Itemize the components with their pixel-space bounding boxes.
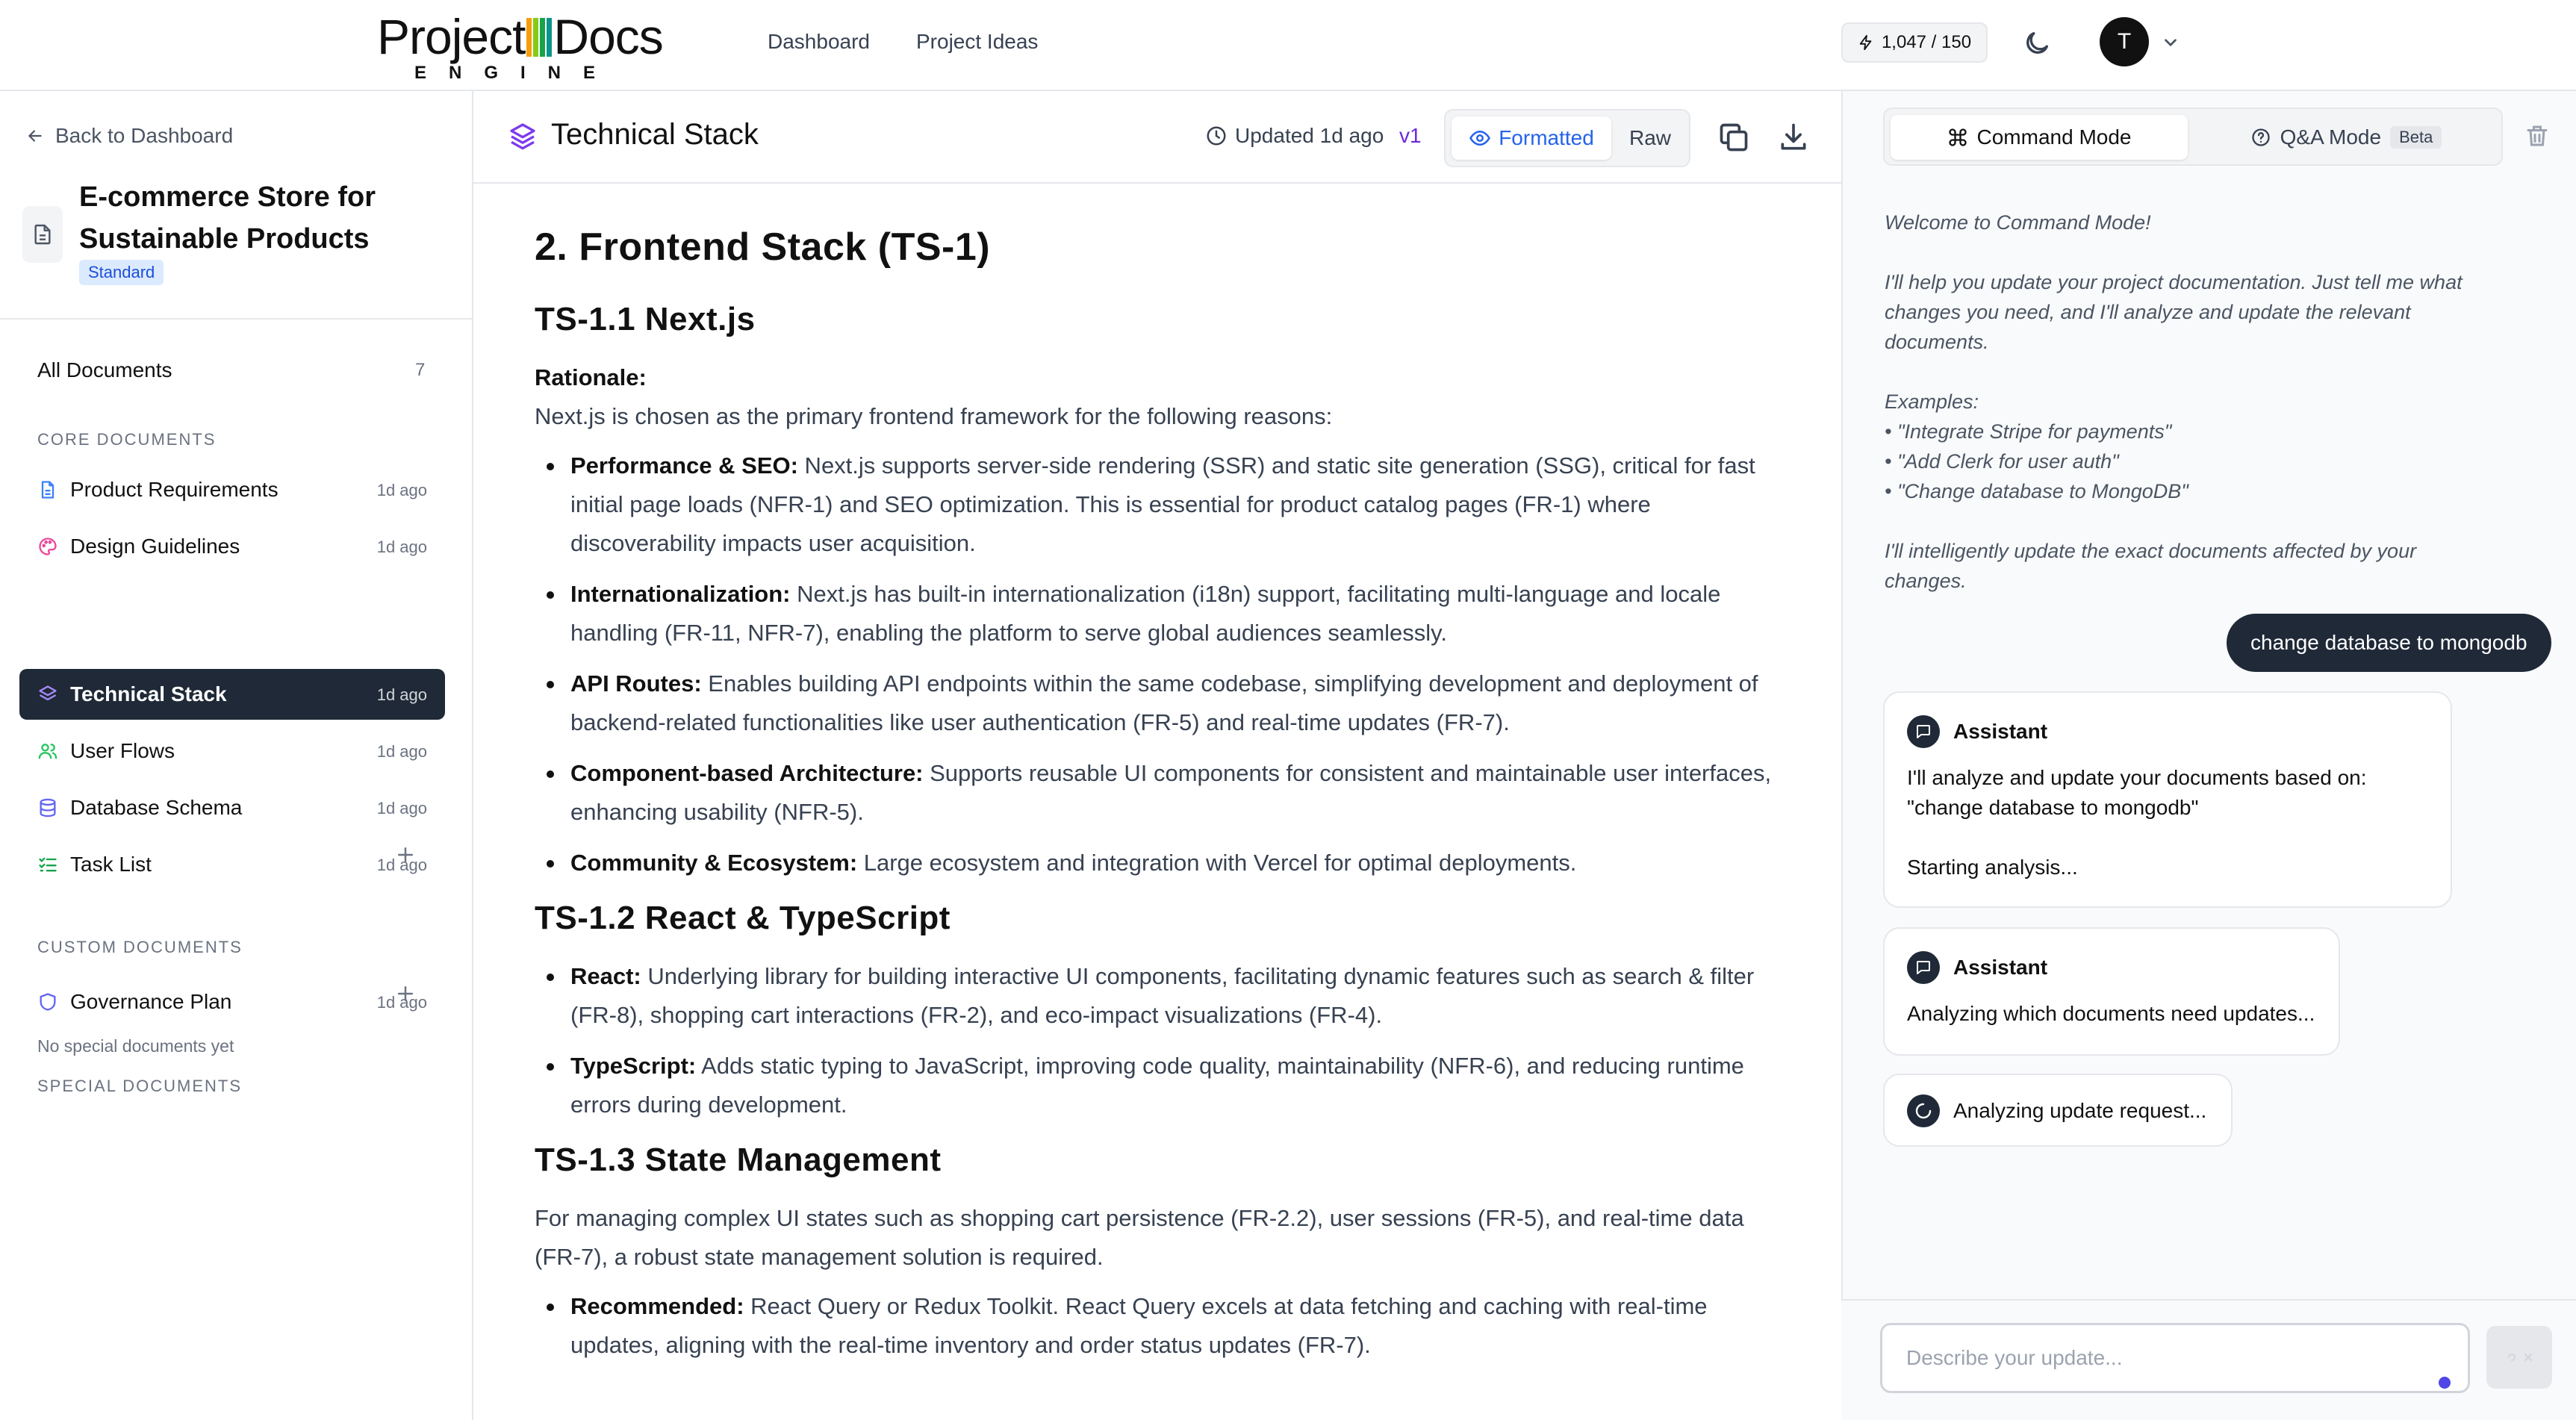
sidebar-item-label: Product Requirements	[70, 478, 279, 501]
tab-command-mode[interactable]	[1891, 115, 2188, 160]
copy-icon[interactable]	[1717, 121, 1750, 154]
top-navigation	[0, 0, 2576, 91]
custom-documents-heading: CUSTOM DOCUMENTS	[37, 938, 243, 956]
shield-icon	[37, 991, 58, 1012]
download-icon[interactable]	[1777, 121, 1810, 154]
list-item: Component-based Architecture: Supports reusable UI components for consistent and maintainable user interfaces, enhancing usability (NFR-5).	[535, 754, 1789, 832]
bullet-list	[535, 957, 1789, 1124]
command-icon	[1947, 127, 1968, 148]
bullet-list	[535, 1287, 1789, 1365]
updated-text: Updated 1d ago	[1235, 124, 1384, 147]
users-icon	[37, 741, 58, 762]
describe-update-input[interactable]	[1880, 1323, 2470, 1393]
assistant-label: Assistant	[1953, 720, 2048, 743]
help-circle-icon	[2250, 127, 2271, 148]
list-item: Performance & SEO: Next.js supports server-side rendering (SSR) and static site generation (SSG), critical for fast initial page loads (NFR-1) and SEO optimization. This is essential for product catalog pages (FR-1) where discoverability impacts user acquisition.	[535, 446, 1789, 563]
mode-tabs	[1883, 108, 2503, 166]
assistant-text: Starting analysis...	[1907, 856, 2078, 879]
sidebar-item-time: 1d ago	[376, 481, 427, 499]
logo-word-docs: Docs	[553, 9, 663, 64]
paragraph: Next.js is chosen as the primary frontend framework for the following reasons:	[535, 403, 1333, 429]
list-item: Internationalization: Next.js has built-in internationalization (i18n) support, facilitating multi-language and locale handling (FR-11, NFR-7), enabling the platform to serve global audiences seamlessly.	[535, 575, 1789, 653]
list-item: API Routes: Enables building API endpoints within the same codebase, simplifying development and deployment of backend-related functionalities like user authentication (FR-5) and real-time updates (FR-7).	[535, 664, 1789, 742]
sidebar-item-label: Design Guidelines	[70, 535, 240, 558]
list-item: React: Underlying library for building interactive UI components, facilitating dynamic features such as search & filter (FR-8), shopping cart interactions (FR-2), and eco-impact visualizations (FR-4).	[535, 957, 1789, 1035]
send-icon	[2504, 1350, 2534, 1365]
project-file-icon	[22, 206, 63, 263]
list-item: TypeScript: Adds static typing to JavaScript, improving code quality, maintainability (NFR-6), and reducing runtime errors during development.	[535, 1047, 1789, 1124]
sidebar-item-label: User Flows	[70, 739, 175, 762]
sidebar-item-label: Governance Plan	[70, 990, 232, 1013]
user-avatar[interactable]: T	[2100, 17, 2149, 66]
chevron-down-icon[interactable]	[2161, 33, 2180, 52]
sidebar-item-design-guidelines[interactable]	[19, 521, 445, 572]
assistant-label: Assistant	[1953, 956, 2048, 979]
sidebar-item-label: Database Schema	[70, 796, 243, 819]
welcome-title: Welcome to Command Mode!	[1885, 211, 2151, 234]
trash-icon[interactable]	[2524, 122, 2551, 149]
assistant-text: Analyzing which documents need updates...	[1907, 1002, 2315, 1025]
document-content	[535, 221, 1789, 1378]
subsection-heading: TS-1.3 State Management	[535, 1142, 942, 1178]
credits-badge[interactable]	[1841, 22, 1988, 63]
message-square-icon	[1907, 951, 1940, 984]
sidebar-divider	[0, 318, 472, 320]
layers-icon	[508, 121, 538, 151]
sidebar-item-label: Task List	[70, 853, 152, 876]
list-item: Community & Ecosystem: Large ecosystem and integration with Vercel for optimal deployments.	[535, 844, 1789, 882]
subsection-heading: TS-1.1 Next.js	[535, 301, 756, 337]
lightning-icon	[1858, 34, 1874, 51]
document-header	[473, 91, 1841, 184]
sidebar-item-technical-stack[interactable]	[19, 669, 445, 720]
qa-mode-label: Q&A Mode	[2280, 125, 2382, 149]
special-documents-heading: SPECIAL DOCUMENTS	[37, 1077, 243, 1095]
command-mode-label: Command Mode	[1976, 125, 2132, 149]
input-status-dot	[2439, 1377, 2451, 1389]
example-item: • "Change database to MongoDB"	[1885, 480, 2188, 502]
sidebar-item-governance-plan[interactable]	[19, 977, 445, 1027]
sidebar-item-time: 1d ago	[376, 856, 427, 874]
bullet-list	[535, 446, 1789, 882]
sidebar-item-time: 1d ago	[376, 799, 427, 818]
welcome-message	[1885, 208, 2497, 596]
send-button[interactable]	[2486, 1326, 2552, 1389]
user-message-bubble: change database to mongodb	[2227, 614, 2551, 672]
layers-icon	[37, 684, 58, 705]
back-to-dashboard-link[interactable]	[25, 124, 233, 148]
rationale-label: Rationale:	[535, 364, 647, 390]
add-custom-document-button[interactable]	[394, 844, 417, 866]
assistant-message-bubble	[1883, 927, 2340, 1056]
view-mode-toggle	[1444, 109, 1690, 167]
welcome-footer: I'll intelligently update the exact documents affected by your changes.	[1885, 540, 2417, 592]
sidebar-item-label: Technical Stack	[70, 682, 227, 706]
example-item: • "Integrate Stripe for payments"	[1885, 420, 2172, 443]
document-title: Technical Stack	[551, 118, 759, 151]
sidebar-item-time: 1d ago	[376, 538, 427, 556]
updated-indicator	[1205, 124, 1384, 148]
project-title: E-commerce Store for Sustainable Products	[79, 181, 376, 255]
assistant-text: "change database to mongodb"	[1907, 796, 2199, 819]
loader-icon	[1907, 1094, 1940, 1127]
eye-icon	[1469, 127, 1491, 149]
core-documents-heading: CORE DOCUMENTS	[37, 430, 217, 449]
message-square-icon	[1907, 715, 1940, 748]
logo-subtitle: ENGINE	[414, 63, 618, 83]
version-badge[interactable]: v1	[1399, 124, 1422, 147]
logo-bars	[526, 18, 552, 55]
all-documents-link[interactable]: All Documents	[37, 358, 172, 382]
list-checks-icon	[37, 854, 58, 875]
database-icon	[37, 797, 58, 818]
back-label: Back to Dashboard	[55, 124, 234, 147]
status-indicator	[1883, 1074, 2233, 1147]
sidebar-item-time: 1d ago	[376, 742, 427, 761]
subsection-heading: TS-1.2 React & TypeScript	[535, 900, 951, 936]
moon-icon[interactable]	[2022, 28, 2052, 58]
examples-label: Examples:	[1885, 390, 1979, 413]
sidebar	[0, 91, 473, 1420]
nav-project-ideas-link[interactable]: Project Ideas	[916, 30, 1039, 53]
document-content-area[interactable]	[473, 184, 1841, 1420]
paragraph: For managing complex UI states such as shopping cart persistence (FR-2.2), user sessions (FR-5), and real-time data (FR-7), a robust state management solution is required.	[535, 1205, 1744, 1270]
formatted-view-button[interactable]	[1452, 116, 1611, 160]
palette-icon	[37, 536, 58, 557]
no-special-documents-text: No special documents yet	[37, 1036, 234, 1056]
arrow-left-icon	[25, 126, 45, 146]
nav-dashboard-link[interactable]: Dashboard	[768, 30, 870, 53]
raw-view-button[interactable]: Raw	[1628, 126, 1671, 149]
credits-count: 1,047 / 150	[1881, 32, 1972, 52]
logo-word-project: Project	[377, 9, 526, 64]
welcome-body: I'll help you update your project documentation. Just tell me what changes you need, and I'll analyze and update the relevant documents.	[1885, 271, 2463, 353]
project-docs-logo[interactable]	[377, 9, 691, 83]
all-documents-count: 7	[415, 360, 426, 380]
clock-icon	[1205, 125, 1228, 147]
assistant-text: I'll analyze and update your documents based on:	[1907, 766, 2367, 789]
file-icon	[37, 479, 58, 500]
assistant-message-bubble	[1883, 691, 2452, 908]
sidebar-item-task-list[interactable]	[19, 839, 445, 890]
list-item: Recommended: React Query or Redux Toolkit. React Query excels at data fetching and caching with real-time updates, aligning with the real-time inventory and order status updates (FR-7).	[535, 1287, 1789, 1365]
project-tier-badge: Standard	[79, 260, 164, 285]
section-heading: 2. Frontend Stack (TS-1)	[535, 225, 991, 269]
chat-input-area	[1841, 1299, 2576, 1420]
add-special-document-button[interactable]	[394, 983, 417, 1005]
status-text: Analyzing update request...	[1953, 1099, 2207, 1122]
formatted-label: Formatted	[1499, 126, 1594, 149]
sidebar-item-time: 1d ago	[376, 993, 427, 1012]
sidebar-item-product-requirements[interactable]	[19, 464, 445, 515]
sidebar-item-database-schema[interactable]	[19, 782, 445, 833]
tab-qa-mode[interactable]	[2194, 115, 2498, 160]
sidebar-item-user-flows[interactable]	[19, 726, 445, 776]
example-item: • "Add Clerk for user auth"	[1885, 450, 2119, 473]
sidebar-item-time: 1d ago	[376, 685, 427, 704]
beta-badge: Beta	[2390, 126, 2442, 149]
